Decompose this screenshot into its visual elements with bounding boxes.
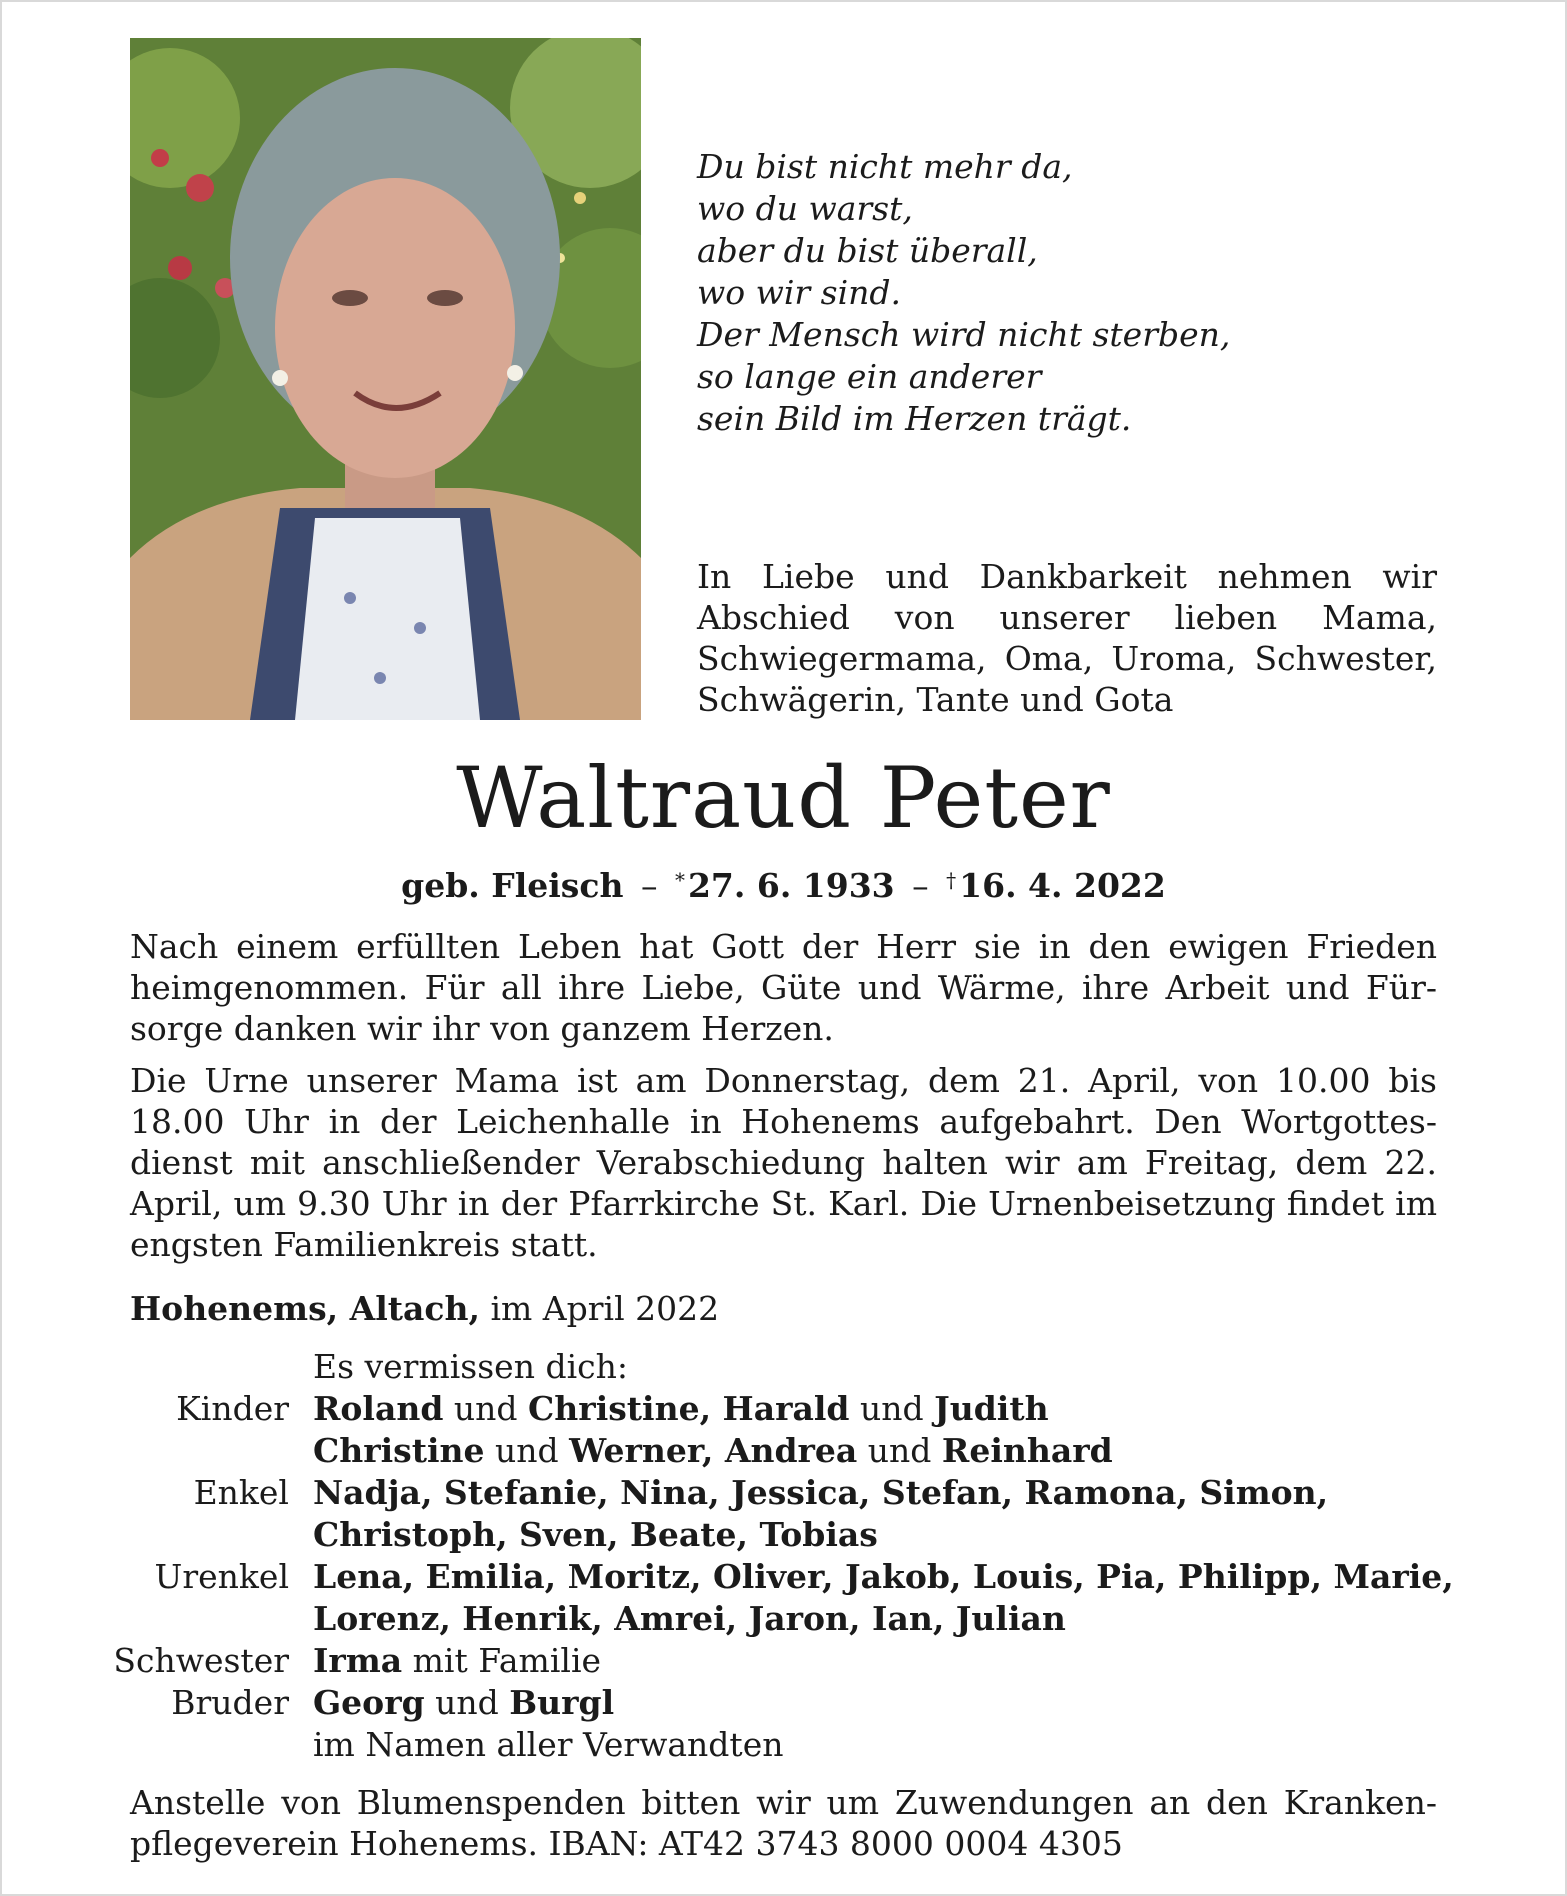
separator: – xyxy=(912,866,929,905)
life-dates xyxy=(0,860,1567,906)
relation-label: Schwester xyxy=(113,1641,289,1680)
donation-request: Anstelle von Blumenspenden bitten wir um Zuwendungen an den Krankenpflegeverein Hohenems. IBAN: AT42 3743 8000 0004 4305 xyxy=(130,1783,1437,1863)
mourners-heading: Es vermissen dich: xyxy=(313,1347,628,1386)
mourner-names: Lena, Emilia, Moritz, Oliver, Jakob, Louis, Pia, Philipp, Marie, xyxy=(313,1557,1454,1596)
mourner-row-urenkel-2 xyxy=(0,1598,1567,1640)
deceased-name: Waltraud Peter xyxy=(456,749,1111,847)
birth-date: 27. 6. 1933 xyxy=(687,866,895,905)
poem xyxy=(697,146,1230,440)
mourner-row-bruder xyxy=(0,1682,1567,1724)
relation-label: Urenkel xyxy=(154,1557,289,1596)
mourner-row-urenkel xyxy=(0,1556,1567,1598)
poem-line: sein Bild im Herzen trägt. xyxy=(697,399,1132,438)
place-cities: Hohenems, Altach, xyxy=(130,1289,480,1328)
paragraph-gratitude: Nach einem erfüllten Leben hat Gott der Herr sie in den ewigen Frieden heimgenommen. Für all ihre Liebe, Güte und Wärme, ihre Arbeit und Fürsorge danken wir ihr von ganzem Herzen. xyxy=(130,927,1437,1048)
poem-line: Du bist nicht mehr da, xyxy=(697,147,1073,186)
birth-symbol: * xyxy=(674,868,685,892)
mourner-row-kinder xyxy=(0,1388,1567,1430)
mourners-footer: im Namen aller Verwandten xyxy=(313,1725,784,1764)
poem-line: Der Mensch wird nicht sterben, xyxy=(697,315,1231,354)
mourner-row-kinder-2 xyxy=(0,1430,1567,1472)
paragraph-funeral-details: Die Urne unserer Mama ist am Donnerstag, dem 21. April, von 10.00 bis 18.00 Uhr in der Leichenhalle in Hohenems aufgebahrt. Den Wortgottesdienst mit anschließender Verabschiedung halten wir am Freitag, dem 22. April, um 9.30 Uhr in der Pfarrkirche St. Karl. Die Urnenbeisetzung findet im engsten Familienkreis statt. xyxy=(130,1061,1437,1264)
mourner-row-schwester xyxy=(0,1640,1567,1682)
relation-label: Bruder xyxy=(171,1683,289,1722)
mourner-names: Roland und Christine, Harald und Judith xyxy=(313,1389,1049,1428)
portrait-photo xyxy=(130,38,641,720)
poem-line: so lange ein anderer xyxy=(697,357,1042,396)
mourner-names: Nadja, Stefanie, Nina, Jessica, Stefan, Ramona, Simon, xyxy=(313,1473,1329,1512)
separator: – xyxy=(640,866,658,905)
death-symbol: † xyxy=(946,868,957,892)
relation-label: Enkel xyxy=(193,1473,289,1512)
mourner-names: Georg und Burgl xyxy=(313,1683,615,1722)
place-and-date xyxy=(130,1288,719,1329)
poem-line: wo wir sind. xyxy=(697,273,902,312)
mourner-names: Christine und Werner, Andrea und Reinhard xyxy=(313,1431,1113,1470)
place-date: im April 2022 xyxy=(479,1289,720,1328)
mourner-row-enkel xyxy=(0,1472,1567,1514)
mourner-names: Christoph, Sven, Beate, Tobias xyxy=(313,1515,878,1554)
mourner-row-enkel-2 xyxy=(0,1514,1567,1556)
mourner-names: Lorenz, Henrik, Amrei, Jaron, Ian, Julian xyxy=(313,1599,1066,1638)
poem-line: aber du bist überall, xyxy=(697,231,1038,270)
death-date: 16. 4. 2022 xyxy=(959,866,1166,905)
maiden-name: geb. Fleisch xyxy=(401,866,624,905)
mourners-list xyxy=(0,1346,1567,1766)
farewell-intro: In Liebe und Dankbarkeit nehmen wir Abschied von unserer lieben Mama, Schwiegermama, Oma, Uroma, Schwester, Schwägerin, Tante und Gota xyxy=(697,557,1437,719)
mourner-names: Irma mit Familie xyxy=(313,1641,602,1680)
poem-line: wo du warst, xyxy=(697,189,913,228)
relation-label: Kinder xyxy=(176,1389,289,1428)
